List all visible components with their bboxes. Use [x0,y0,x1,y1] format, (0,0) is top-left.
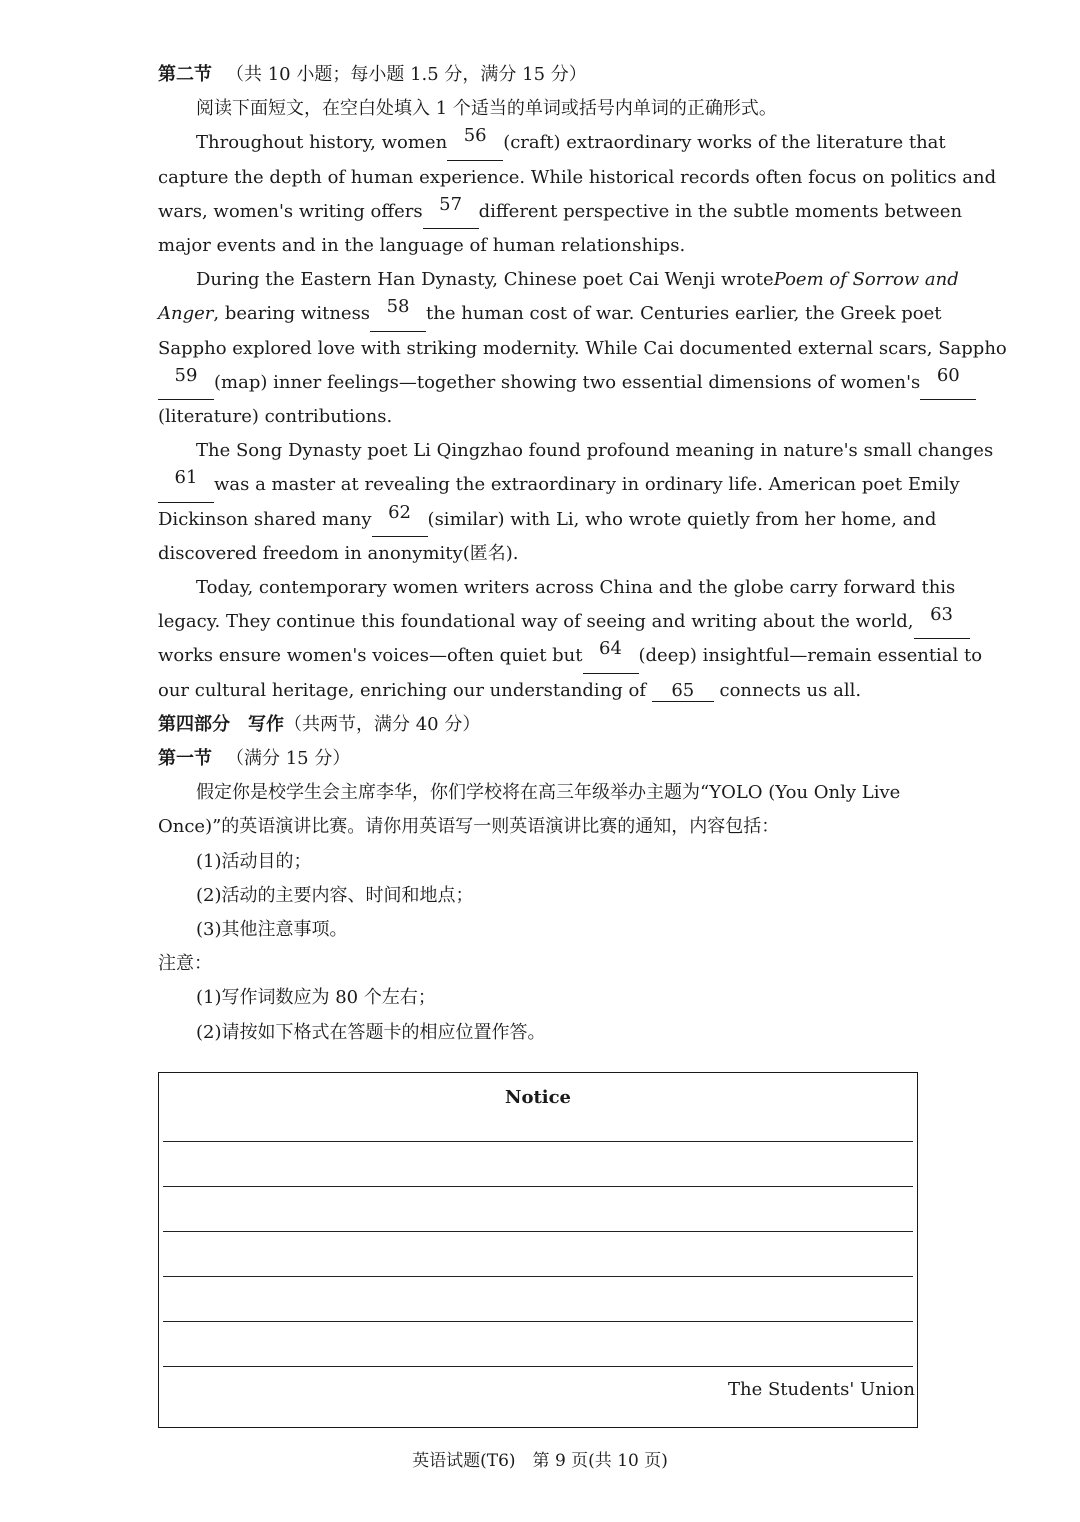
section-1-heading [158,742,922,776]
text-segment: wars, women's writing offers [158,200,423,222]
passage-line [158,674,922,708]
passage-line [158,364,960,400]
blank-60: 60 [920,366,976,400]
blank-62: 62 [372,503,428,537]
passage-line: Today, contemporary women writers across China and the globe carry forward this [196,577,956,599]
passage-line [158,125,946,160]
passage-line [158,193,963,229]
section-1-subtitle: （满分 15 分） [226,748,351,770]
blank-56: 56 [447,126,503,160]
blank-64: 64 [583,639,639,673]
text-segment: Throughout history, women [196,132,448,154]
section-2-heading [158,58,922,92]
poem-title: Anger [158,303,214,325]
text-segment: works ensure women's voices—often quiet but [158,645,583,667]
text-segment: During the Eastern Han Dynasty, Chinese poet Cai Wenji wrote [196,269,774,291]
note-item: (1)写作词数应为 80 个左右； [196,987,436,1009]
task-item: (3)其他注意事项。 [196,919,348,941]
text-segment: (craft) extraordinary works of the literature that [503,132,946,154]
section-2-subtitle: （共 10 小题；每小题 1.5 分，满分 15 分） [226,64,587,85]
task-line: Once)”的英语演讲比赛。请你用英语写一则英语演讲比赛的通知，内容包括： [158,816,780,838]
writing-line [163,1231,913,1232]
passage-line [158,467,960,502]
text-segment [158,297,370,331]
writing-line [163,1186,913,1187]
task-item: (2)活动的主要内容、时间和地点； [196,884,474,906]
section-1-title: 第一节 [158,748,212,770]
text-segment: , bearing witness [213,303,371,325]
passage-line [158,296,942,331]
passage-line: capture the depth of human experience. While historical records often focus on politics and [158,166,997,188]
text-segment: (similar) with Li, who wrote quietly from her home, and [427,508,937,530]
text-segment: Dickinson shared many [158,508,372,530]
task-item: (1)活动目的； [196,850,312,872]
blank-57: 57 [423,195,479,229]
passage-line: Sappho explored love with striking modernity. While Cai documented external scars, Sappho [158,337,1007,359]
part-4-title: 第四部分 [158,713,230,735]
blank-61: 61 [158,468,214,502]
writing-line [163,1321,913,1322]
section-2-instruction: 阅读下面短文，在空白处填入 1 个适当的单词或括号内单词的正确形式。 [196,98,777,120]
passage-line: discovered freedom in anonymity(匿名). [158,542,519,564]
blank-59: 59 [158,366,214,400]
writing-line [163,1276,913,1277]
passage-line [158,263,959,297]
passage-line: major events and in the language of human relationships. [158,235,686,257]
note-item: (2)请按如下格式在答题卡的相应位置作答。 [196,1021,546,1043]
passage-line: The Song Dynasty poet Li Qingzhao found profound meaning in nature's small changes [196,440,994,462]
part-4-label: 写作 [248,713,284,735]
passage-line [158,501,937,537]
text-segment: connects us all. [719,679,862,701]
text-segment: was a master at revealing the extraordinary in ordinary life. American poet Emily [214,474,960,496]
part-4-subtitle: （共两节，满分 40 分） [284,713,481,735]
text-segment: legacy. They continue this foundational way of seeing and writing about the world, [158,611,914,633]
writing-line [163,1141,913,1142]
passage-line [158,638,983,673]
page-footer: 英语试题(T6) 第 9 页(共 10 页) [412,1451,668,1471]
blank-63: 63 [914,605,970,639]
writing-line [163,1366,913,1367]
part-4-heading [158,708,922,742]
text-segment: different perspective in the subtle moments between [478,200,963,222]
task-line: 假定你是校学生会主席李华，你们学校将在高三年级举办主题为“YOLO (You Only Live [196,782,901,804]
text-segment: (map) inner feelings—together showing two essential dimensions of women's [214,371,921,393]
blank-65: 65 [652,681,714,702]
answer-box [158,1072,918,1428]
notes-title: 注意： [158,953,212,975]
section-2-title: 第二节 [158,64,212,85]
text-segment: our cultural heritage, enriching our understanding of [158,679,647,701]
exam-page [158,58,1007,1050]
text-segment: the human cost of war. Centuries earlier, the Greek poet [426,303,942,325]
poem-title: Poem of Sorrow and [773,269,959,291]
blank-58: 58 [370,297,426,331]
passage-line: (literature) contributions. [158,406,393,428]
text-segment: (deep) insightful—remain essential to [638,645,983,667]
passage-line [158,604,953,639]
notice-title: Notice [504,1087,572,1108]
signature: The Students' Union [728,1379,915,1400]
